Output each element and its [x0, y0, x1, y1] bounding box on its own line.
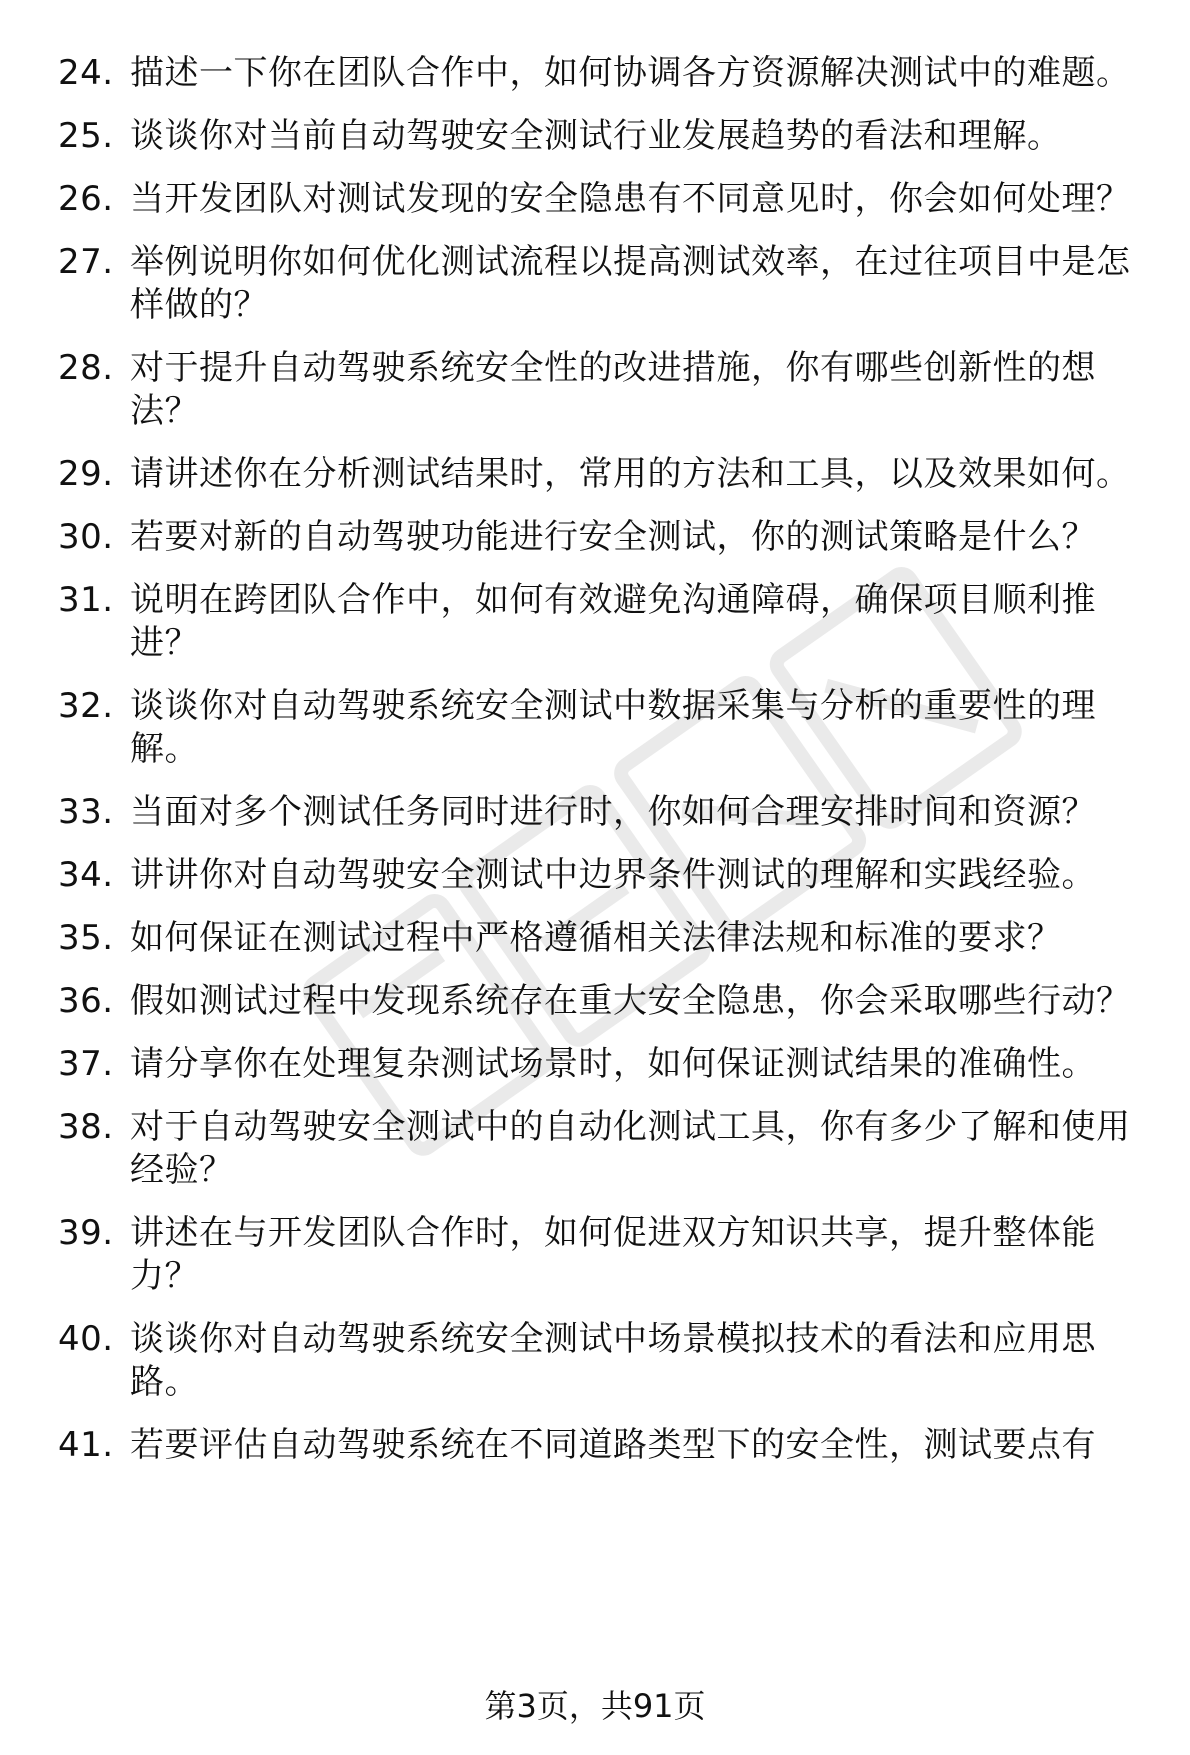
- list-item: [58, 917, 1150, 960]
- question-number: 25.: [58, 116, 114, 156]
- question-text: 若要对新的自动驾驶功能进行安全测试，你的测试策略是什么？: [130, 517, 1096, 557]
- question-text: 讲讲你对自动驾驶安全测试中边界条件测试的理解和实践经验。: [130, 855, 1096, 895]
- list-item: [58, 52, 1150, 95]
- question-number: 39.: [58, 1213, 114, 1253]
- question-text: 谈谈你对自动驾驶系统安全测试中数据采集与分析的重要性的理解。: [130, 686, 1096, 769]
- list-item: [58, 854, 1150, 897]
- question-number: 31.: [58, 580, 114, 620]
- list-item: [58, 453, 1150, 496]
- question-text: 说明在跨团队合作中，如何有效避免沟通障碍，确保项目顺利推进？: [130, 580, 1096, 663]
- question-number: 34.: [58, 855, 114, 895]
- question-number: 30.: [58, 517, 114, 557]
- list-item: [58, 1424, 1150, 1467]
- question-text: 讲述在与开发团队合作时，如何促进双方知识共享，提升整体能力？: [130, 1213, 1096, 1296]
- question-list: [58, 52, 1150, 1487]
- question-text: 谈谈你对自动驾驶系统安全测试中场景模拟技术的看法和应用思路。: [130, 1319, 1096, 1402]
- question-text: 当面对多个测试任务同时进行时，你如何合理安排时间和资源？: [130, 792, 1096, 832]
- question-text: 描述一下你在团队合作中，如何协调各方资源解决测试中的难题。: [130, 53, 1131, 93]
- list-item: [58, 241, 1150, 327]
- question-number: 33.: [58, 792, 114, 832]
- question-text: 举例说明你如何优化测试流程以提高测试效率，在过往项目中是怎样做的？: [130, 242, 1131, 325]
- question-text: 当开发团队对测试发现的安全隐患有不同意见时，你会如何处理？: [130, 179, 1131, 219]
- list-item: [58, 1043, 1150, 1086]
- question-number: 41.: [58, 1425, 114, 1465]
- page-footer: 第3页，共91页: [484, 1687, 706, 1725]
- list-item: [58, 1106, 1150, 1192]
- question-number: 29.: [58, 454, 114, 494]
- list-item: [58, 516, 1150, 559]
- list-item: [58, 347, 1150, 433]
- question-text: 对于提升自动驾驶系统安全性的改进措施，你有哪些创新性的想法？: [130, 348, 1096, 431]
- list-item: [58, 791, 1150, 834]
- question-number: 38.: [58, 1107, 114, 1147]
- list-item: [58, 178, 1150, 221]
- list-item: [58, 579, 1150, 665]
- question-text: 如何保证在测试过程中严格遵循相关法律法规和标准的要求？: [130, 918, 1062, 958]
- question-number: 36.: [58, 981, 114, 1021]
- list-item: [58, 115, 1150, 158]
- question-number: 27.: [58, 242, 114, 282]
- question-number: 37.: [58, 1044, 114, 1084]
- question-number: 32.: [58, 686, 114, 726]
- question-number: 35.: [58, 918, 114, 958]
- question-text: 若要评估自动驾驶系统在不同道路类型下的安全性，测试要点有: [130, 1425, 1096, 1465]
- list-item: [58, 1212, 1150, 1298]
- question-number: 26.: [58, 179, 114, 219]
- question-text: 请讲述你在分析测试结果时，常用的方法和工具，以及效果如何。: [130, 454, 1131, 494]
- list-item: [58, 685, 1150, 771]
- question-number: 40.: [58, 1319, 114, 1359]
- question-text: 请分享你在处理复杂测试场景时，如何保证测试结果的准确性。: [130, 1044, 1096, 1084]
- list-item: [58, 980, 1150, 1023]
- question-text: 谈谈你对当前自动驾驶安全测试行业发展趋势的看法和理解。: [130, 116, 1062, 156]
- question-number: 28.: [58, 348, 114, 388]
- list-item: [58, 1318, 1150, 1404]
- question-text: 对于自动驾驶安全测试中的自动化测试工具，你有多少了解和使用经验？: [130, 1107, 1131, 1190]
- question-text: 假如测试过程中发现系统存在重大安全隐患，你会采取哪些行动？: [130, 981, 1131, 1021]
- question-number: 24.: [58, 53, 114, 93]
